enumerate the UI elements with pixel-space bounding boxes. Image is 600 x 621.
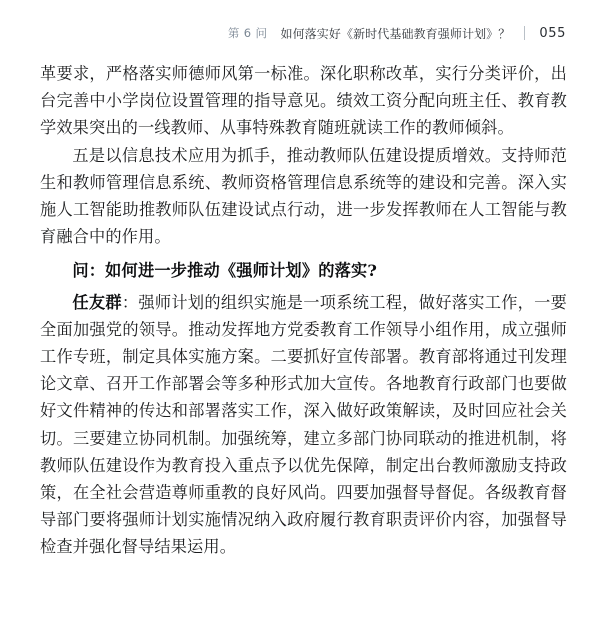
paragraph-point-five: 五是以信息技术应用为抓手，推动教师队伍建设提质增效。支持师范生和教师管理信息系统、教师资格管理信息系统等的建设和完善。深入实施人工智能助推教师队伍建设试点行动，进一步发挥教师在人工智能与教育融合中的作用。 — [40, 145, 567, 247]
paragraph-continued: 革要求，严格落实师德师风第一标准。深化职称改革，实行分类评价，出台完善中小学岗位设置管理的指导意见。绩效工资分配向班主任、教育教学效果突出的一线教师、从事特殊教育随班就读工作的教师倾斜。 — [40, 64, 567, 138]
answer-speaker-name: 任友群 — [72, 292, 122, 312]
header-separator-rule — [524, 26, 525, 40]
answer-body-text: 强师计划的组织实施是一项系统工程，做好落实工作，一要全面加强党的领导。推动发挥地方党委教育工作领导小组作用，成立强师工作专班，制定具体实施方案。二要抓好宣传部署。教育部将通过刊发理论文章、召开工作部署会等多种形式加大宣传。各地教育行政部门也要做好文件精神的传达和部署落实工作，深入做好政策解读，及时回应社会关切。三要建立协同机制。加强统筹，建立多部门协同联动的推进机制，将教师队伍建设作为教育投入重点予以优先保障，制定出台教师激励支持政策，在全社会营造尊师重教的良好风尚。四要加强督导督促。各级教育督导部门要将强师计划实施情况纳入政府履行教育职责评价内容，加强督导检查并强化督导结果运用。 — [40, 292, 568, 557]
paragraph-answer — [40, 289, 567, 561]
running-header — [40, 22, 566, 44]
page-number: 055 — [539, 25, 566, 41]
question-heading: 问：如何进一步推动《强师计划》的落实? — [72, 261, 378, 281]
header-chapter-title: 如何落实好《新时代基础教育强师计划》？ — [280, 26, 511, 41]
body-text-column — [40, 60, 567, 561]
answer-speaker-separator: ： — [121, 292, 139, 312]
header-question-number: 第 6 问 — [227, 26, 268, 40]
